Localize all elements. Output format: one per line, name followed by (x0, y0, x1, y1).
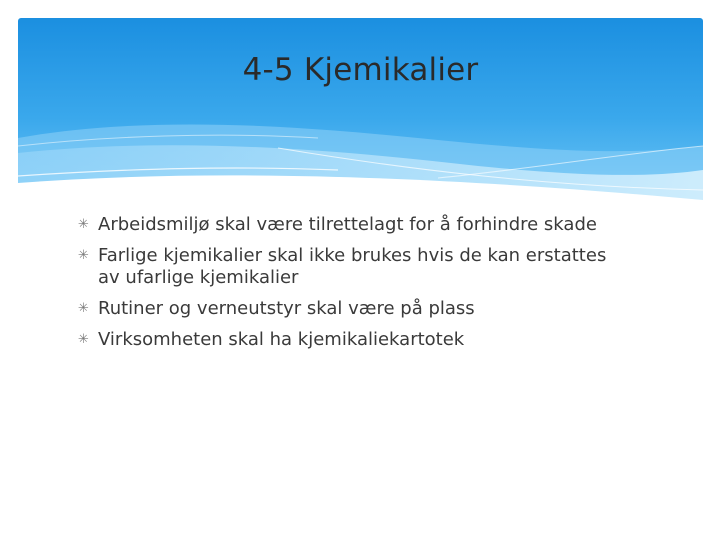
bullet-list (78, 214, 618, 360)
bullet-text: Virksomheten skal ha kjemikaliekartotek (98, 329, 465, 350)
asterisk-icon: ✳ (78, 332, 89, 347)
bullet-text: Arbeidsmiljø skal være tilrettelagt for å forhindre skade (98, 214, 597, 235)
asterisk-icon: ✳ (78, 248, 89, 263)
bullet-item (78, 298, 618, 320)
bullet-item (78, 329, 618, 351)
title-banner (18, 18, 703, 200)
bullet-item (78, 245, 618, 289)
slide-title: 4-5 Kjemikalier (242, 52, 479, 88)
asterisk-icon: ✳ (78, 217, 89, 232)
asterisk-icon: ✳ (78, 301, 89, 316)
bullet-text: Rutiner og verneutstyr skal være på plass (98, 298, 475, 319)
banner-wave-graphic (18, 18, 703, 200)
bullet-item (78, 214, 618, 236)
bullet-text: Farlige kjemikalier skal ikke brukes hvis de kan erstattes av ufarlige kjemikalier (98, 245, 607, 288)
